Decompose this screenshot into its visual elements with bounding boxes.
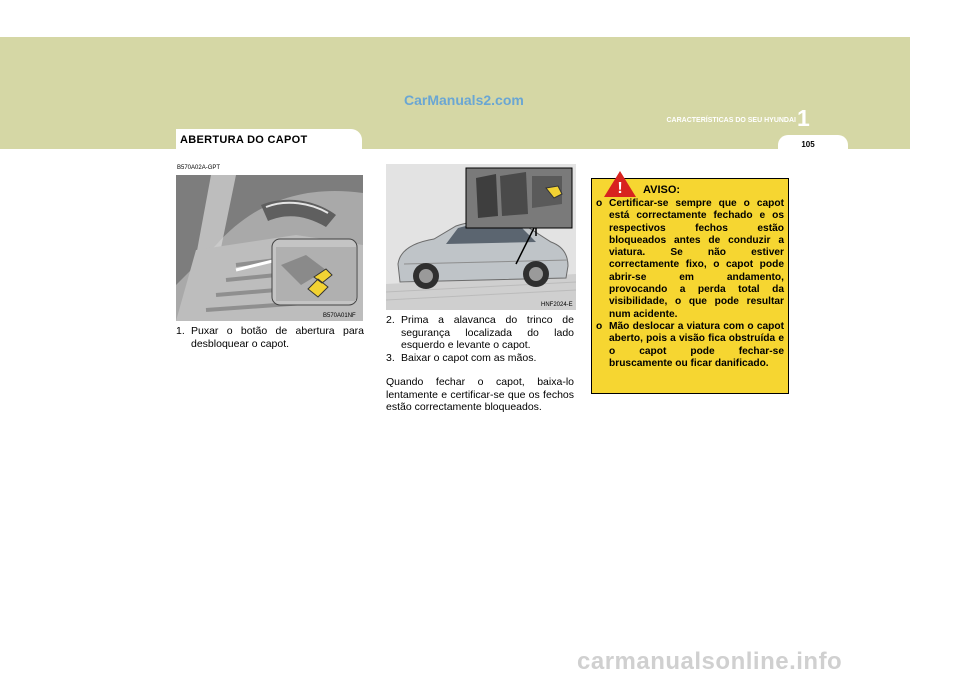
warning-item-2: Mão deslocar a viatura com o capot aberto, pois a visão fica obstruída e o capot pode fechar-se bruscamente ou ficar danificado. [609,320,784,369]
watermark-top[interactable]: CarManuals2.com [404,92,524,108]
step-3-number: 3. [386,351,395,364]
chapter-number: 1 [797,105,810,131]
warning-bullet-2: o [596,320,603,332]
step-1 [176,325,364,350]
steps-right-column [386,314,574,414]
figure2-code: HNF2024-E [541,302,573,308]
svg-text:!: ! [617,180,623,197]
warning-list [596,198,784,370]
warning-bullet-1: o [596,198,603,209]
chapter-title: CARACTERÍSTICAS DO SEU HYUNDAI [666,117,796,124]
warning-item-1: Certificar-se sempre que o capot está correctamente fechado e os respectivos fechos estão bloqueados antes de conduzir a viatura. Se não estiver correctamente fixo, o capot pode abrir-se em andamento, provocando a perda total da visibilidade, o que pode resultar num acidente. [609,198,784,320]
step-2-number: 2. [386,314,395,326]
watermark-bottom[interactable]: carmanualsonline.info [577,648,843,675]
section-code: B570A02A-GPT [177,165,221,171]
closing-paragraph: Quando fechar o capot, baixa-lo lentamente e certificar-se que os fechos estão correctamente bloqueados. [386,376,574,413]
step-1-text: Puxar o botão de abertura para desbloquear o capot. [191,325,364,350]
step-1-number: 1. [176,325,185,337]
section-title: ABERTURA DO CAPOT [180,134,308,146]
step-3-text: Baixar o capot com as mãos. [401,351,537,364]
step-2-text: Prima a alavanca do trinco de segurança localizada do lado esquerdo e levante o capot. [401,314,574,351]
warning-title: AVISO: [643,184,681,196]
hood-release-lever-illustration [176,175,363,321]
hood-latch-car-illustration [386,164,576,310]
figure1-code: B570A01NF [323,313,356,319]
page-number: 105 [801,140,815,149]
warning-triangle-icon [603,170,637,198]
